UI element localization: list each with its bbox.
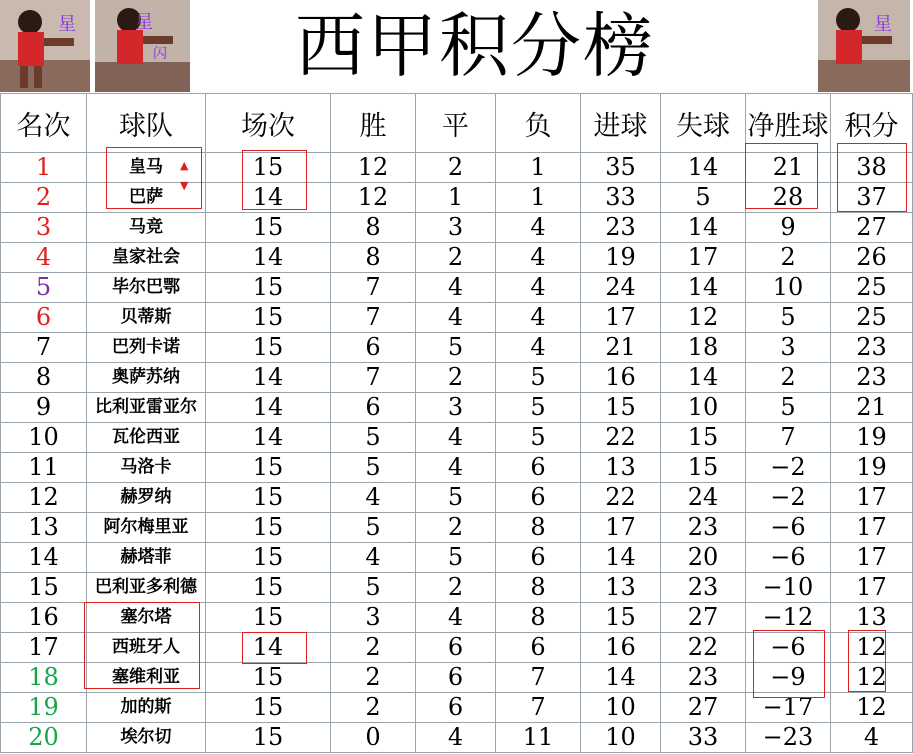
draws-cell: 4 [416,453,496,483]
points-cell: 13 [831,603,913,633]
goals-for-cell: 24 [581,273,661,303]
played-cell: 14 [206,183,331,213]
team-cell: 奥萨苏纳 [87,363,206,393]
goal-diff-cell: −2 [746,483,831,513]
rank-cell: 19 [1,693,87,723]
goals-for-cell: 14 [581,543,661,573]
goal-diff-cell: −6 [746,513,831,543]
rank-cell: 9 [1,393,87,423]
wins-cell: 5 [331,573,416,603]
goal-diff-cell: 2 [746,363,831,393]
points-cell: 12 [831,633,913,663]
player-photo-icon [818,0,910,92]
rank-cell: 12 [1,483,87,513]
table-row [1,273,913,303]
team-cell: 皇家社会 [87,243,206,273]
wins-header: 胜 [331,94,416,153]
draws-cell: 4 [416,273,496,303]
table-row [1,423,913,453]
goal-diff-cell: −6 [746,543,831,573]
header [0,0,913,93]
draws-cell: 4 [416,603,496,633]
draws-cell: 3 [416,393,496,423]
points-cell: 21 [831,393,913,423]
rank-cell: 15 [1,573,87,603]
wins-cell: 2 [331,663,416,693]
goal-diff-cell: 7 [746,423,831,453]
draws-cell: 2 [416,243,496,273]
table-row [1,723,913,753]
goal-diff-cell: −17 [746,693,831,723]
goal-diff-cell: −10 [746,573,831,603]
wins-cell: 8 [331,213,416,243]
team-cell: 塞维利亚 [87,663,206,693]
played-cell: 15 [206,483,331,513]
goals-for-cell: 16 [581,363,661,393]
team-cell: 巴萨 [87,183,206,213]
draws-cell: 5 [416,333,496,363]
losses-cell: 4 [496,243,581,273]
losses-cell: 7 [496,663,581,693]
draws-cell: 3 [416,213,496,243]
goals-for-cell: 13 [581,573,661,603]
goal-diff-cell: 5 [746,303,831,333]
table-row [1,453,913,483]
team-cell: 皇马 [87,153,206,183]
played-cell: 15 [206,723,331,753]
goals-for-cell: 35 [581,153,661,183]
table-row [1,183,913,213]
losses-cell: 5 [496,363,581,393]
team-cell: 赫罗纳 [87,483,206,513]
played-cell: 15 [206,693,331,723]
rank-cell: 14 [1,543,87,573]
losses-cell: 5 [496,423,581,453]
rank-cell: 5 [1,273,87,303]
points-cell: 17 [831,483,913,513]
rank-cell: 7 [1,333,87,363]
goal-diff-cell: 10 [746,273,831,303]
goal-diff-cell: −23 [746,723,831,753]
wins-cell: 4 [331,543,416,573]
draws-cell: 2 [416,513,496,543]
table-row [1,393,913,423]
wins-cell: 4 [331,483,416,513]
losses-cell: 8 [496,573,581,603]
wins-cell: 12 [331,153,416,183]
losses-cell: 6 [496,483,581,513]
played-cell: 14 [206,423,331,453]
draws-cell: 5 [416,543,496,573]
goals-against-cell: 24 [661,483,746,513]
goals-against-cell: 27 [661,603,746,633]
losses-cell: 4 [496,213,581,243]
points-cell: 17 [831,573,913,603]
goals-against-cell: 22 [661,633,746,663]
wins-cell: 7 [331,273,416,303]
goals-against-cell: 14 [661,273,746,303]
goals-for-cell: 19 [581,243,661,273]
played-cell: 15 [206,513,331,543]
played-cell: 15 [206,603,331,633]
draws-cell: 4 [416,303,496,333]
team-cell: 西班牙人 [87,633,206,663]
played-cell: 15 [206,273,331,303]
table-row [1,153,913,183]
team-cell: 加的斯 [87,693,206,723]
draws-cell: 1 [416,183,496,213]
wins-cell: 8 [331,243,416,273]
goals-for-cell: 10 [581,723,661,753]
rank-cell: 4 [1,243,87,273]
rank-cell: 6 [1,303,87,333]
goals-against-cell: 27 [661,693,746,723]
table-row [1,603,913,633]
draws-cell: 5 [416,483,496,513]
goal-diff-cell: 9 [746,213,831,243]
table-row [1,333,913,363]
goals-for-cell: 10 [581,693,661,723]
goals-against-cell: 18 [661,333,746,363]
played-cell: 15 [206,453,331,483]
goals-for-cell: 16 [581,633,661,663]
table-row [1,303,913,333]
points-cell: 23 [831,333,913,363]
wins-cell: 6 [331,333,416,363]
team-cell: 阿尔梅里亚 [87,513,206,543]
losses-cell: 6 [496,633,581,663]
goals-against-cell: 15 [661,423,746,453]
standings-table [0,93,913,753]
team-cell: 马洛卡 [87,453,206,483]
points-cell: 17 [831,513,913,543]
points-cell: 19 [831,453,913,483]
svg-text:星: 星 [58,14,76,35]
points-cell: 12 [831,663,913,693]
losses-cell: 6 [496,543,581,573]
goals-for-cell: 15 [581,393,661,423]
goals-for-header: 进球 [581,94,661,153]
table-row [1,363,913,393]
goals-against-cell: 17 [661,243,746,273]
team-cell: 巴利亚多利德 [87,573,206,603]
goals-against-cell: 23 [661,663,746,693]
goals-against-cell: 14 [661,213,746,243]
losses-header: 负 [496,94,581,153]
draws-cell: 4 [416,723,496,753]
wins-cell: 6 [331,393,416,423]
points-cell: 12 [831,693,913,723]
team-cell: 巴列卡诺 [87,333,206,363]
points-header: 积分 [831,94,913,153]
team-header: 球队 [87,94,206,153]
played-cell: 15 [206,303,331,333]
goals-against-cell: 10 [661,393,746,423]
team-cell: 塞尔塔 [87,603,206,633]
svg-text:星: 星 [874,14,892,35]
wins-cell: 5 [331,513,416,543]
goals-for-cell: 33 [581,183,661,213]
wins-cell: 5 [331,423,416,453]
points-cell: 25 [831,303,913,333]
wins-cell: 2 [331,633,416,663]
goals-for-cell: 22 [581,423,661,453]
goals-against-cell: 23 [661,513,746,543]
goal-diff-cell: 21 [746,153,831,183]
rank-cell: 20 [1,723,87,753]
table-row [1,513,913,543]
losses-cell: 4 [496,333,581,363]
goals-against-cell: 15 [661,453,746,483]
played-cell: 14 [206,363,331,393]
rank-cell: 11 [1,453,87,483]
rank-cell: 17 [1,633,87,663]
goal-diff-cell: 2 [746,243,831,273]
played-cell: 14 [206,393,331,423]
played-cell: 14 [206,243,331,273]
wins-cell: 0 [331,723,416,753]
goal-diff-cell: 3 [746,333,831,363]
goal-diff-cell: −2 [746,453,831,483]
rank-cell: 2 [1,183,87,213]
header-row [1,94,913,153]
losses-cell: 8 [496,513,581,543]
draws-header: 平 [416,94,496,153]
losses-cell: 1 [496,183,581,213]
goals-for-cell: 14 [581,663,661,693]
played-cell: 15 [206,213,331,243]
played-cell: 15 [206,663,331,693]
team-cell: 赫塔菲 [87,543,206,573]
played-cell: 15 [206,573,331,603]
played-cell: 15 [206,333,331,363]
points-cell: 37 [831,183,913,213]
points-cell: 27 [831,213,913,243]
arrow-down-icon: ▼ [180,179,189,192]
page-title: 西甲积分榜 [295,5,655,87]
wins-cell: 7 [331,303,416,333]
goals-for-cell: 21 [581,333,661,363]
goals-for-cell: 23 [581,213,661,243]
goals-against-cell: 14 [661,153,746,183]
player-photo-icon [0,0,90,92]
losses-cell: 4 [496,303,581,333]
team-cell: 贝蒂斯 [87,303,206,333]
points-cell: 17 [831,543,913,573]
goal-diff-header: 净胜球 [746,94,831,153]
losses-cell: 1 [496,153,581,183]
table-row [1,573,913,603]
player-photo-icon [95,0,190,92]
goal-diff-cell: −12 [746,603,831,633]
played-cell: 14 [206,633,331,663]
points-cell: 4 [831,723,913,753]
table-row [1,663,913,693]
points-cell: 19 [831,423,913,453]
draws-cell: 6 [416,633,496,663]
team-cell: 比利亚雷亚尔 [87,393,206,423]
losses-cell: 6 [496,453,581,483]
played-cell: 15 [206,153,331,183]
goals-for-cell: 17 [581,513,661,543]
rank-cell: 8 [1,363,87,393]
goal-diff-cell: −9 [746,663,831,693]
losses-cell: 11 [496,723,581,753]
draws-cell: 4 [416,423,496,453]
losses-cell: 8 [496,603,581,633]
played-header: 场次 [206,94,331,153]
goals-for-cell: 22 [581,483,661,513]
team-cell: 瓦伦西亚 [87,423,206,453]
goals-against-cell: 14 [661,363,746,393]
goals-for-cell: 17 [581,303,661,333]
wins-cell: 3 [331,603,416,633]
points-cell: 38 [831,153,913,183]
goals-for-cell: 13 [581,453,661,483]
table-row [1,243,913,273]
goals-against-cell: 5 [661,183,746,213]
draws-cell: 6 [416,663,496,693]
losses-cell: 5 [496,393,581,423]
goal-diff-cell: 28 [746,183,831,213]
team-cell: 马竞 [87,213,206,243]
goals-for-cell: 15 [581,603,661,633]
rank-header: 名次 [1,94,87,153]
goals-against-header: 失球 [661,94,746,153]
goal-diff-cell: 5 [746,393,831,423]
losses-cell: 7 [496,693,581,723]
rank-cell: 18 [1,663,87,693]
draws-cell: 2 [416,153,496,183]
points-cell: 23 [831,363,913,393]
table-row [1,693,913,723]
goals-against-cell: 33 [661,723,746,753]
rank-cell: 10 [1,423,87,453]
wins-cell: 5 [331,453,416,483]
svg-text:闪: 闪 [153,46,167,62]
played-cell: 15 [206,543,331,573]
wins-cell: 12 [331,183,416,213]
table-row [1,483,913,513]
team-cell: 埃尔切 [87,723,206,753]
points-cell: 26 [831,243,913,273]
goals-against-cell: 20 [661,543,746,573]
goals-against-cell: 12 [661,303,746,333]
team-cell: 毕尔巴鄂 [87,273,206,303]
goals-against-cell: 23 [661,573,746,603]
table-row [1,543,913,573]
svg-text:星: 星 [135,12,153,33]
wins-cell: 2 [331,693,416,723]
rank-cell: 3 [1,213,87,243]
arrow-up-icon: ▲ [180,159,189,172]
points-cell: 25 [831,273,913,303]
draws-cell: 2 [416,573,496,603]
draws-cell: 6 [416,693,496,723]
losses-cell: 4 [496,273,581,303]
wins-cell: 7 [331,363,416,393]
table-row [1,213,913,243]
rank-cell: 1 [1,153,87,183]
draws-cell: 2 [416,363,496,393]
rank-cell: 16 [1,603,87,633]
table-row [1,633,913,663]
goal-diff-cell: −6 [746,633,831,663]
rank-cell: 13 [1,513,87,543]
